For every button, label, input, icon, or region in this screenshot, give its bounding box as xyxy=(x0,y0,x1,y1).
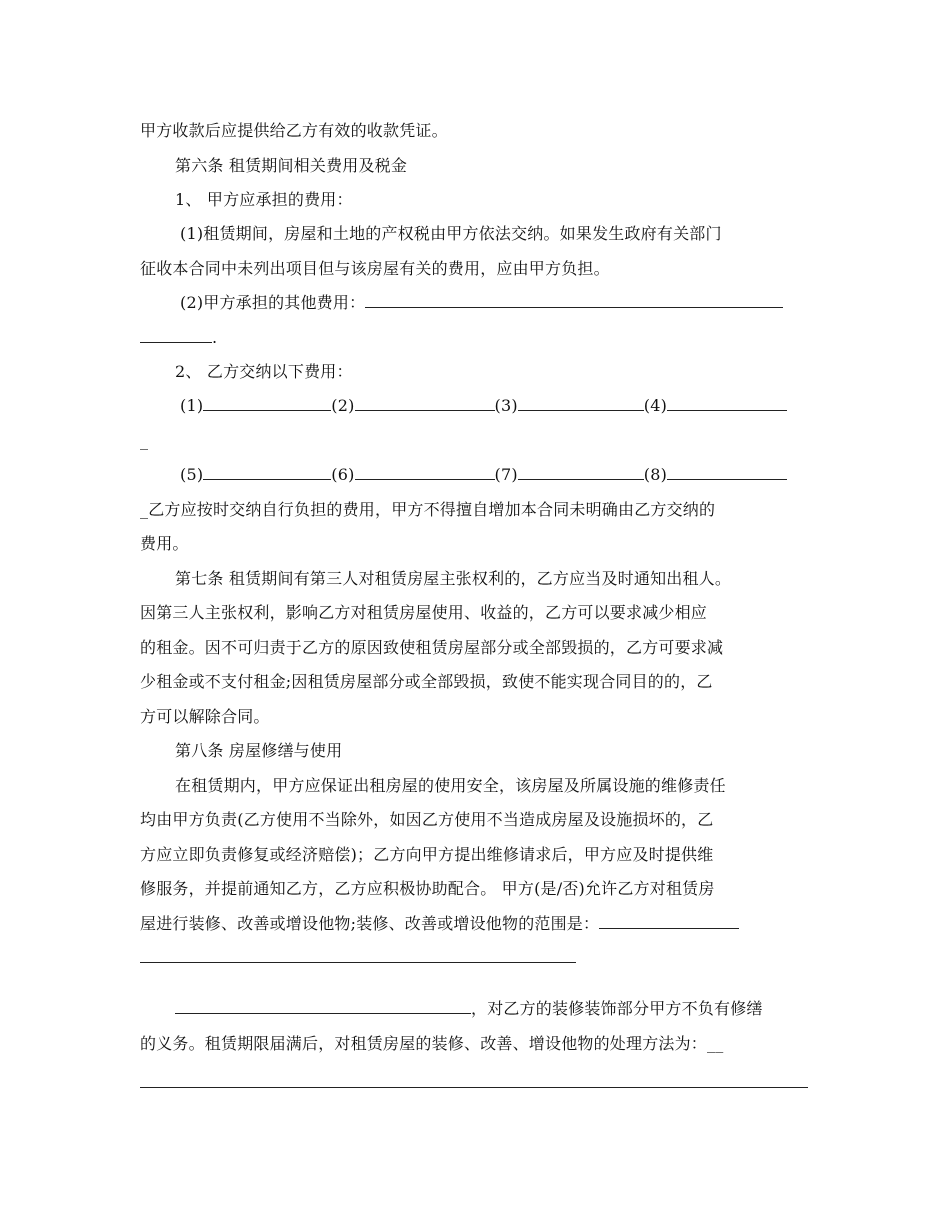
blank-number-label: (3) xyxy=(494,396,518,415)
article-6-heading: 第六条 租赁期间相关费用及税金 xyxy=(175,156,408,175)
fill-blank xyxy=(518,465,644,480)
fill-blank xyxy=(518,396,644,411)
blank-number-label: (4) xyxy=(643,396,668,415)
text-line xyxy=(180,293,820,313)
text-line: 甲方收款后应提供给乙方有效的收款凭证。 xyxy=(140,121,448,140)
repair-duty-text: ，对乙方的装修装饰部分甲方不负有修缮 xyxy=(471,999,763,1018)
other-fees-label: (2)甲方承担的其他费用： xyxy=(180,293,366,312)
text-line: (1)租赁期间，房屋和土地的产权税由甲方依法交纳。如果发生政府有关部门 xyxy=(180,224,722,243)
text-line: 修服务，并提前通知乙方，乙方应积极协助配合。 甲方(是/否)允许乙方对租赁房 xyxy=(140,879,715,898)
blank-number-label: (6) xyxy=(331,465,355,484)
fill-blank xyxy=(599,914,739,929)
fill-blank xyxy=(355,465,495,480)
text-line: 征收本合同中未列出项目但与该房屋有关的费用，应由甲方负担。 xyxy=(140,259,610,278)
text-line: 的租金。因不可归责于乙方的原因致使租赁房屋部分或全部毁损的，乙方可要求减 xyxy=(140,638,724,657)
period-mark: . xyxy=(212,328,218,347)
text-line: 方应立即负责修复或经济赔偿)；乙方向甲方提出维修请求后，甲方应及时提供维 xyxy=(140,845,714,864)
text-line: _乙方应按时交纳自行负担的费用，甲方不得擅自增加本合同未明确由乙方交纳的 xyxy=(140,500,716,519)
text-line: 2、 乙方交纳以下费用： xyxy=(175,362,353,381)
fill-blank xyxy=(365,293,783,308)
fill-blank xyxy=(203,465,331,480)
fill-blank xyxy=(175,999,471,1014)
article-8-heading: 第八条 房屋修缮与使用 xyxy=(175,741,343,760)
text-line: 方可以解除合同。 xyxy=(140,707,270,726)
blank-number-label: (1) xyxy=(180,396,204,415)
text-line xyxy=(175,999,815,1019)
fill-blank xyxy=(203,396,331,411)
text-line: 费用。 xyxy=(140,534,189,553)
blank-number-label: (8) xyxy=(643,465,668,484)
text-line: 的义务。租赁期限届满后，对租赁房屋的装修、改善、增设他物的处理方法为：__ xyxy=(140,1034,724,1053)
fill-blank-rule xyxy=(140,962,576,963)
blank-number-label: (7) xyxy=(494,465,518,484)
fill-blank xyxy=(355,396,495,411)
blank-number-label: (2) xyxy=(331,396,355,415)
blank-number-label: (5) xyxy=(180,465,204,484)
fill-blank xyxy=(667,465,787,480)
fill-blank-rule xyxy=(140,1087,808,1088)
text-line xyxy=(140,328,820,348)
text-line: 在租赁期内，甲方应保证出租房屋的使用安全，该房屋及所属设施的维修责任 xyxy=(175,776,726,795)
text-line: 1、 甲方应承担的费用： xyxy=(175,190,353,209)
article-7-heading: 第七条 租赁期间有第三人对租赁房屋主张权利的，乙方应当及时通知出租人。 xyxy=(175,569,732,588)
fee-blanks-row-2 xyxy=(180,465,820,485)
text-line: 均由甲方负责(乙方使用不当除外，如因乙方使用不当造成房屋及设施损坏的，乙 xyxy=(140,810,714,829)
fee-blanks-row-1 xyxy=(180,396,820,416)
fill-blank xyxy=(140,328,212,343)
text-line: _ xyxy=(140,431,149,450)
text-line xyxy=(140,914,820,934)
text-line: 因第三人主张权利，影响乙方对租赁房屋使用、收益的，乙方可以要求减少相应 xyxy=(140,603,708,622)
text-line: 少租金或不支付租金;因租赁房屋部分或全部毁损，致使不能实现合同目的的，乙 xyxy=(140,672,713,691)
renovation-scope-label: 屋进行装修、改善或增设他物;装修、改善或增设他物的范围是： xyxy=(140,914,600,933)
fill-blank xyxy=(667,396,787,411)
